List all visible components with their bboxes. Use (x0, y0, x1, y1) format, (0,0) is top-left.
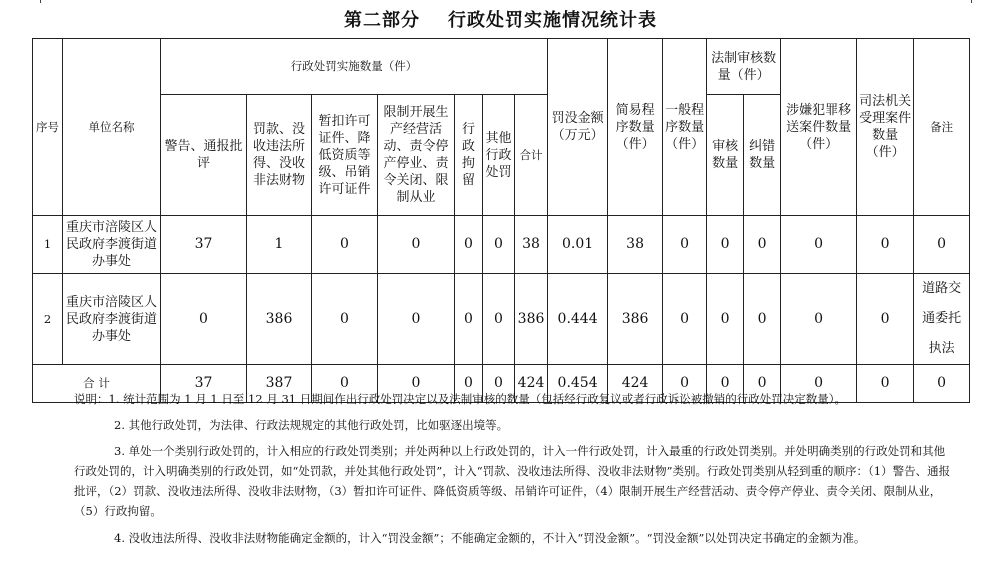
header-crime-transfer: 涉嫌犯罪移送案件数量（件） (781, 39, 857, 216)
header-fine-amount: 罚没金额（万元） (548, 39, 608, 216)
header-remark: 备注 (914, 39, 970, 216)
table-row (33, 274, 970, 365)
cell-correct: 0 (744, 274, 781, 365)
cell-other: 0 (483, 365, 515, 403)
cell-unit: 重庆市涪陵区人民政府李渡街道办事处 (63, 274, 161, 365)
cell-amount: 0.01 (548, 216, 608, 274)
header-warning: 警告、通报批评 (161, 95, 247, 216)
cell-total: 386 (515, 274, 548, 365)
cell-other: 0 (483, 216, 515, 274)
cell-amount: 0.444 (548, 274, 608, 365)
header-legal-review: 法制审核数量（件） (707, 39, 781, 95)
header-restrict: 限制开展生产经营活动、责令停产停业、责令关闭、限制从业 (378, 95, 455, 216)
cell-total-label: 合 计 (33, 365, 161, 403)
title-main: 行政处罚实施情况统计表 (448, 10, 657, 31)
cell-remark: 0 (914, 365, 970, 403)
cell-correct: 0 (744, 216, 781, 274)
cell-seq: 2 (33, 274, 63, 365)
cell-unit: 重庆市涪陵区人民政府李渡街道办事处 (63, 216, 161, 274)
note-2: 2. 其他行政处罚，为法律、行政法规规定的其他行政处罚，比如驱逐出境等。 (114, 418, 509, 432)
cell-crime: 0 (781, 365, 857, 403)
cell-fine: 1 (247, 216, 312, 274)
cell-detention: 0 (455, 365, 483, 403)
cell-suspend: 0 (312, 365, 378, 403)
cell-crime: 0 (781, 274, 857, 365)
cell-warning: 0 (161, 274, 247, 365)
note-4: 4. 没收违法所得、没收非法财物能确定金额的，计入“罚没金额”；不能确定金额的，不计入“罚没金额”。“罚没金额”以处罚决定书确定的金额为准。 (114, 531, 866, 545)
cell-remark: 0 (914, 216, 970, 274)
cell-suspend: 0 (312, 216, 378, 274)
cell-simple: 386 (608, 274, 663, 365)
header-simple: 简易程序数量（件） (608, 39, 663, 216)
cell-judicial: 0 (857, 274, 914, 365)
cell-warning: 37 (161, 216, 247, 274)
cell-amount: 0.454 (548, 365, 608, 403)
table-row (33, 216, 970, 274)
header-unit: 单位名称 (63, 39, 161, 216)
title-part: 第二部分 (344, 10, 420, 31)
cell-warning: 37 (161, 365, 247, 403)
cell-total: 424 (515, 365, 548, 403)
note-3: 3. 单处一个类别行政处罚的，计入相应的行政处罚类别；并处两种以上行政处罚的，计入一件行政处罚，计入最重的行政处罚类别。并处明确类别的行政处罚和其他行政处罚的，计入明确类别的行政处罚，如“处罚款，并处其他行政处罚”，计入“罚款、没收违法所得、没收非法财物”类别。行政处罚类别从轻到重的顺序：（1）警告、通报批评，（2）罚款、没收违法所得、没收非法财物，（3）暂扣许可证件、降低资质等级、吊销许可证件，（4）限制开展生产经营活动、责令停产停业、责令关闭、限制从业，（5）行政拘留。 (74, 444, 951, 518)
top-frame-edge (40, 0, 972, 3)
cell-restrict: 0 (378, 216, 455, 274)
cell-general: 0 (663, 216, 707, 274)
cell-general: 0 (663, 274, 707, 365)
cell-seq: 1 (33, 216, 63, 274)
header-detention: 行政拘留 (455, 95, 483, 216)
note-1: 说明：1. 统计范围为 1 月 1 日至 12 月 31 日期间作出行政处罚决定以及法制审核的数量（包括经行政复议或者行政诉讼被撤销的行政处罚决定数量）。 (74, 392, 847, 406)
notes-section (74, 389, 954, 549)
header-total: 合计 (515, 95, 548, 216)
header-review: 审核数量 (707, 95, 744, 216)
cell-crime: 0 (781, 216, 857, 274)
header-suspend-license: 暂扣许可证件、降低资质等级、吊销许可证件 (312, 95, 378, 216)
cell-simple: 424 (608, 365, 663, 403)
cell-judicial: 0 (857, 216, 914, 274)
cell-detention: 0 (455, 216, 483, 274)
header-row-1 (33, 39, 970, 95)
header-penalty-group: 行政处罚实施数量（件） (161, 39, 548, 95)
cell-general: 0 (663, 365, 707, 403)
cell-review: 0 (707, 216, 744, 274)
header-fine: 罚款、没收违法所得、没收非法财物 (247, 95, 312, 216)
cell-total: 38 (515, 216, 548, 274)
cell-judicial: 0 (857, 365, 914, 403)
header-judicial: 司法机关受理案件数量（件） (857, 39, 914, 216)
cell-review: 0 (707, 274, 744, 365)
cell-suspend: 0 (312, 274, 378, 365)
page-title (0, 6, 1001, 32)
cell-review: 0 (707, 365, 744, 403)
header-general: 一般程序数量（件） (663, 39, 707, 216)
cell-fine: 386 (247, 274, 312, 365)
cell-simple: 38 (608, 216, 663, 274)
cell-restrict: 0 (378, 365, 455, 403)
header-seq: 序号 (33, 39, 63, 216)
cell-fine: 387 (247, 365, 312, 403)
cell-correct: 0 (744, 365, 781, 403)
cell-remark: 道路交通委托执法 (914, 274, 970, 365)
cell-restrict: 0 (378, 274, 455, 365)
header-correct: 纠错数量 (744, 95, 781, 216)
cell-other: 0 (483, 274, 515, 365)
header-other: 其他行政处罚 (483, 95, 515, 216)
cell-detention: 0 (455, 274, 483, 365)
statistics-table (32, 38, 970, 403)
